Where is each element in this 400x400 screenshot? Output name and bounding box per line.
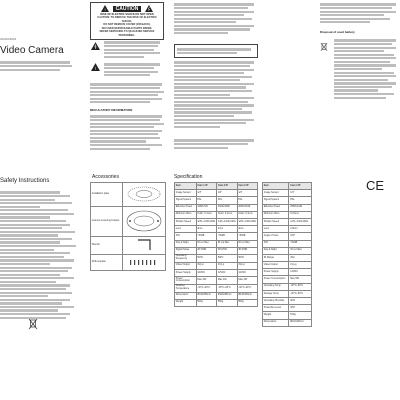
spec-value: 3D DNR xyxy=(196,247,216,254)
table-row xyxy=(175,292,258,299)
specification-table xyxy=(174,182,258,307)
svg-text:!: ! xyxy=(104,7,106,12)
table-row xyxy=(175,262,258,269)
spec-label: Operating Frequency xyxy=(175,254,197,262)
spec-value: 500g xyxy=(217,299,237,306)
spec-label: Effective Pixels xyxy=(175,204,197,211)
spec-value: Color: 0.1Lux xyxy=(237,211,257,218)
caution-line: NO USER-SERVICEABLE PARTS INSIDE. xyxy=(101,26,153,30)
caution-line: CAUTION: TO REDUCE THE RISK OF ELECTRIC SHOCK, xyxy=(97,16,157,23)
table-row xyxy=(263,283,312,290)
notice-box xyxy=(174,44,258,58)
spec-label: Digital Noise xyxy=(175,247,197,254)
table-row xyxy=(263,262,312,269)
spec-value: 1920x1080 xyxy=(217,204,237,211)
spec-value: Color: 0.1Lux xyxy=(217,211,237,218)
spec-value: >50dB xyxy=(196,233,216,240)
table-header-row xyxy=(175,183,258,190)
table-row xyxy=(175,233,258,240)
caution-subheading: RISK OF ELECTRIC SHOCK DO NOT OPEN xyxy=(100,13,154,16)
notes-text xyxy=(174,2,256,36)
page-notes xyxy=(172,0,258,400)
spec-label: Image Sensor xyxy=(263,190,289,197)
spec-label: Operating Humidity xyxy=(263,298,289,305)
table-row xyxy=(175,226,258,233)
spec-label: Dimensions xyxy=(175,292,197,299)
spec-label: Power Supply xyxy=(175,269,197,276)
table-row xyxy=(263,218,312,225)
spec-value: 12VDC xyxy=(217,269,237,276)
spec-value: 4mm xyxy=(196,226,216,233)
spec-value: Ø110x85mm xyxy=(237,292,257,299)
disposal-heading: Disposal of used battery xyxy=(320,30,355,34)
spec-value: 1Vp-p xyxy=(196,262,216,269)
crossed-bin-icon xyxy=(320,42,328,52)
spec-value: 3D DNR xyxy=(217,247,237,254)
table-row xyxy=(91,183,166,207)
symbols-text xyxy=(104,40,162,59)
regulatory-text xyxy=(90,114,164,151)
spec-label: Minimum Illum. xyxy=(263,211,289,218)
table-row xyxy=(175,284,258,292)
column-header: Cam 1 IP xyxy=(196,183,216,190)
spec-value: Max 4W xyxy=(217,277,237,285)
specification-table-2 xyxy=(262,182,312,327)
spec-value: Ø110x90mm xyxy=(289,319,312,326)
spec-value: 1/3" xyxy=(289,190,312,197)
spec-label: Video Output xyxy=(263,262,289,269)
table-row xyxy=(175,190,258,197)
spec-value: 50Hz xyxy=(196,254,216,262)
accessories-heading: Accessories xyxy=(92,174,119,180)
safety-heading: Safety Instructions xyxy=(0,178,50,184)
column-header: Item xyxy=(175,183,197,190)
table-row xyxy=(175,247,258,254)
spec-value: -30°C~60°C xyxy=(289,290,312,297)
spec-value: 1Vp-p xyxy=(217,262,237,269)
table-row xyxy=(263,247,312,254)
spec-label: Signal System xyxy=(263,197,289,204)
table-row xyxy=(263,276,312,283)
spec-value: 2.8mm xyxy=(289,226,312,233)
lightning-triangle-icon xyxy=(145,5,153,12)
spec-label: Minimum Illum. xyxy=(175,211,197,218)
spec-value: IR cut filter xyxy=(196,240,216,247)
table-row xyxy=(263,190,312,197)
spec-label: Weight xyxy=(263,312,289,319)
spec-value: 0.01Lux xyxy=(289,211,312,218)
table-row xyxy=(91,207,166,237)
compliance-text xyxy=(320,2,398,25)
table-row xyxy=(263,240,312,247)
mounting-bracket-icon xyxy=(124,209,164,233)
table-row xyxy=(175,204,258,211)
caution-line: REFER SERVICING TO QUALIFIED SERVICE PERSONNEL. xyxy=(99,30,155,37)
spec-value: Max 5W xyxy=(289,276,312,283)
column-header: Item xyxy=(263,183,289,190)
spec-label: Signal System xyxy=(175,197,197,204)
caution-heading: CAUTION xyxy=(113,6,142,12)
spec-value: IR cut filter xyxy=(237,240,257,247)
spec-value: -30°C~60°C xyxy=(289,283,312,290)
table-row xyxy=(263,233,312,240)
accessory-name: Drill template xyxy=(91,255,123,271)
table-row xyxy=(91,237,166,255)
spec-label: S/N xyxy=(175,233,197,240)
accessory-name: Installation plate xyxy=(91,183,123,207)
spec-label: Image Sensor xyxy=(175,190,197,197)
table-row xyxy=(175,254,258,262)
spec-value: 12VDC xyxy=(237,269,257,276)
intro-text xyxy=(0,60,75,72)
page-right xyxy=(316,0,400,400)
table-row xyxy=(175,211,258,218)
caution-box xyxy=(90,2,164,40)
spec-value: 90% xyxy=(289,298,312,305)
table-row xyxy=(175,269,258,276)
spec-label: Dimensions xyxy=(263,319,289,326)
table-row xyxy=(175,299,258,306)
spec-value: -30°C~60°C xyxy=(217,284,237,292)
accessory-name: Wrench xyxy=(91,237,123,255)
table-row xyxy=(175,277,258,285)
spec-value: 50Hz xyxy=(217,254,237,262)
spec-label: Weight xyxy=(175,299,197,306)
spec-value: IR cut filter xyxy=(217,240,237,247)
spec-label: Working Temperature xyxy=(175,284,197,292)
warning-triangle-icon xyxy=(101,5,109,12)
page-right-top xyxy=(262,0,312,400)
spec-value: 500g xyxy=(196,299,216,306)
spec-label: Power Consumption xyxy=(175,277,197,285)
spec-label: Lens xyxy=(175,226,197,233)
spec-value: 2048x1536 xyxy=(237,204,257,211)
spec-value: 4mm xyxy=(217,226,237,233)
screws-icon xyxy=(124,257,164,267)
table-row xyxy=(263,290,312,297)
spec-value: 3D DNR xyxy=(237,247,257,254)
crossed-bin-icon xyxy=(28,318,38,330)
spec-value: 100° xyxy=(289,233,312,240)
spec-value: 1Vp-p xyxy=(237,262,257,269)
spec-value: 30m xyxy=(289,254,312,261)
spec-label: Storage Temp. xyxy=(263,290,289,297)
spec-label: IR Range xyxy=(263,254,289,261)
table-row xyxy=(263,204,312,211)
table-row xyxy=(263,312,312,319)
regulatory-heading: REGULATORY INFORMATION xyxy=(90,108,133,112)
column-header: Cam 3 IP xyxy=(237,183,257,190)
table-row xyxy=(91,255,166,271)
spec-value: PAL xyxy=(196,197,216,204)
spec-value: 12VDC xyxy=(289,269,312,276)
table-row xyxy=(263,254,312,261)
spec-label: Video Output xyxy=(175,262,197,269)
spec-value: 1/3" xyxy=(217,190,237,197)
svg-text:!: ! xyxy=(94,66,97,71)
wrench-icon xyxy=(124,238,164,252)
column-header: Cam 2 IP xyxy=(217,183,237,190)
spec-value: 500g xyxy=(237,299,257,306)
safety-text xyxy=(0,190,78,320)
accessories-table xyxy=(90,182,166,271)
spec-value: -30°C~60°C xyxy=(237,284,257,292)
warning-triangle-icon xyxy=(91,63,100,71)
document-title: Video Camera xyxy=(0,45,64,56)
spec-label: Operating Temp. xyxy=(263,283,289,290)
table-row xyxy=(263,269,312,276)
spec-label: Power Supply xyxy=(263,269,289,276)
table-row xyxy=(263,298,312,305)
table-row xyxy=(263,305,312,312)
spec-value: 50Hz xyxy=(237,254,257,262)
spec-value: Max 4W xyxy=(196,277,216,285)
spec-value: 1280x720 xyxy=(196,204,216,211)
page-left xyxy=(0,0,80,400)
table-row xyxy=(263,226,312,233)
accessory-name: Camera mounting bracket xyxy=(91,207,123,237)
spec-value: >52dB xyxy=(289,240,312,247)
ce-mark: CE xyxy=(366,178,385,193)
notice-text xyxy=(90,82,164,105)
spec-label: S/N xyxy=(263,240,289,247)
spec-value: 1/3" xyxy=(237,190,257,197)
caution-line: DO NOT REMOVE COVER (OR BACK). xyxy=(103,23,151,27)
table-row xyxy=(263,319,312,326)
doc-code: UD06A3601 xyxy=(0,37,17,41)
spec-label: Day & Night xyxy=(175,240,197,247)
spec-value: >50dB xyxy=(237,233,257,240)
notes-text-3 xyxy=(174,138,256,150)
page-caution xyxy=(86,0,166,400)
spec-value: Max 4W xyxy=(237,277,257,285)
spec-value: >50dB xyxy=(217,233,237,240)
table-row xyxy=(263,211,312,218)
spec-label: Protection Level xyxy=(263,305,289,312)
spec-value: 2560x1440 xyxy=(289,204,312,211)
spec-value: IP67 xyxy=(289,305,312,312)
spec-value: PAL xyxy=(289,197,312,204)
table-row xyxy=(175,197,258,204)
spec-label: Angle of View xyxy=(263,233,289,240)
lightning-triangle-icon xyxy=(91,42,100,50)
table-header-row xyxy=(263,183,312,190)
spec-value: 1/25~1/100,000s xyxy=(217,218,237,225)
spec-value: IR cut filter xyxy=(289,247,312,254)
spec-value: PAL xyxy=(217,197,237,204)
notes-text-2 xyxy=(174,60,256,129)
spec-label: Lens xyxy=(263,226,289,233)
spec-value: 4mm xyxy=(237,226,257,233)
spec-value: -30°C~60°C xyxy=(196,284,216,292)
spec-label: Effective Pixels xyxy=(263,204,289,211)
spec-label: Power Consumption xyxy=(263,276,289,283)
spec-value: 520g xyxy=(289,312,312,319)
spec-label: Shutter Speed xyxy=(263,218,289,225)
installation-plate-icon xyxy=(124,185,164,203)
spec-value: 1/25~1/100,000s xyxy=(289,218,312,225)
spec-value: 1/3" xyxy=(196,190,216,197)
spec-value: 12VDC xyxy=(196,269,216,276)
spec-value: 1/25~1/100,000s xyxy=(237,218,257,225)
column-header: Cam 4 IP xyxy=(289,183,312,190)
spec-value: Color: 0.1Lux xyxy=(196,211,216,218)
table-row xyxy=(263,197,312,204)
table-row xyxy=(175,218,258,225)
spec-value: Ø110x85mm xyxy=(217,292,237,299)
spec-value: 1/25~1/100,000s xyxy=(196,218,216,225)
spec-value: PAL xyxy=(237,197,257,204)
spec-value: Ø110x85mm xyxy=(196,292,216,299)
spec-label: Shutter Speed xyxy=(175,218,197,225)
spec-value: 1Vp-p xyxy=(289,262,312,269)
disposal-text xyxy=(334,38,398,100)
spec-label: Day & Night xyxy=(263,247,289,254)
table-row xyxy=(175,240,258,247)
specification-heading: Specification xyxy=(174,174,203,180)
